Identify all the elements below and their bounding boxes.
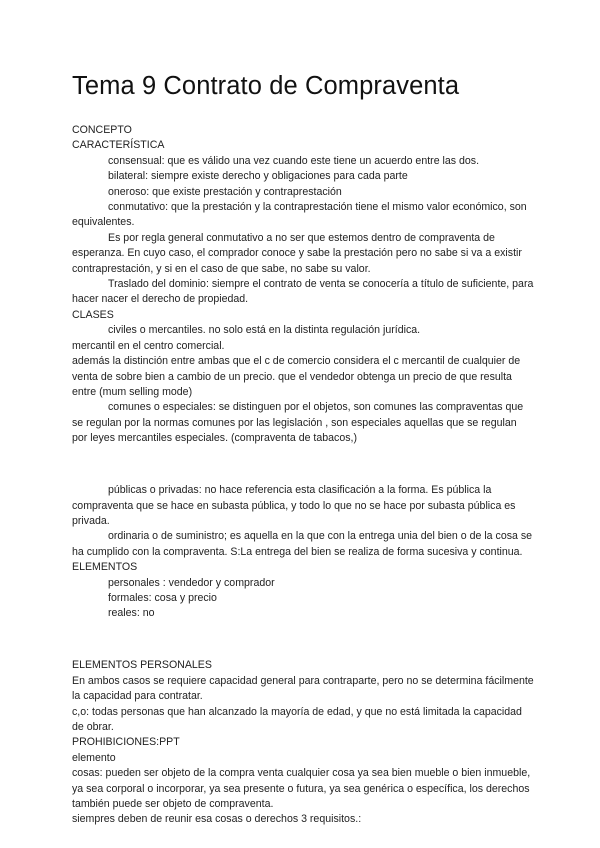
paragraph: además la distinción entre ambas que el c de comercio considera el c mercantil de cualquier de venta de sobre bien a cambio de un precio. que el vendedor obtenga un precio de que resulta entre (mum selling mode): [72, 355, 521, 398]
paragraph: ELEMENTOS: [72, 561, 138, 574]
paragraph: CONCEPTO: [72, 124, 132, 136]
document-title: Tema 9 Contrato de Compraventa: [72, 72, 460, 100]
paragraph: cosas: pueden ser objeto de la compra venta cualquier cosa ya sea bien mueble o bien inmueble, ya sea corporal o incorporar, ya sea presente o futura, ya sea genérica o específica, los derechos también puede ser objeto de compraventa.: [72, 767, 531, 810]
blank-line: [72, 457, 534, 472]
paragraph: Traslado del dominio: siempre el contrato de venta se conocería a título de suficiente, para hacer nacer el derecho de propiedad.: [72, 278, 534, 306]
paragraph: c,o: todas personas que han alcanzado la mayoría de edad, y que no está limitada la capacidad de obrar.: [72, 705, 522, 733]
paragraph: públicas o privadas: no hace referencia esta clasificación a la forma. Es pública la compraventa que se hace en subasta pública, y todo lo que no se hace por subasta pública es privada.: [72, 484, 516, 527]
paragraph: oneroso: que existe prestación y contraprestación: [108, 185, 342, 198]
paragraph: bilateral: siempre existe derecho y obligaciones para cada parte: [108, 170, 408, 183]
paragraph: ordinaria o de suministro; es aquella en la que con la entrega unia del bien o de la cosa se ha cumplido con la compraventa. S:La entrega del bien se realiza de forma sucesiva y continua.: [72, 530, 533, 558]
paragraph: elemento: [72, 751, 116, 764]
paragraph: CLASES: [72, 308, 114, 321]
paragraph: ELEMENTOS PERSONALES: [72, 659, 212, 672]
paragraph: reales: no: [108, 607, 155, 620]
paragraph: Es por regla general conmutativo a no ser que estemos dentro de compraventa de esperanza. En cuyo caso, el comprador conoce y sabe la prestación pero no sabe si va a existir contraprestación, y si en el caso de que sabe, no sabe su valor.: [72, 231, 522, 275]
paragraph: siempres deben de reunir esa cosas o derechos 3 requisitos.:: [72, 813, 362, 826]
paragraph: mercantil en el centro comercial.: [72, 339, 225, 352]
document-body: [72, 123, 534, 828]
paragraph: En ambos casos se requiere capacidad general para contraparte, pero no se determina fácilmente la capacidad para contratar.: [72, 674, 534, 703]
paragraph: formales: cosa y precio: [108, 591, 217, 604]
paragraph: civiles o mercantiles. no solo está en la distinta regulación jurídica.: [108, 324, 421, 337]
paragraph: CARACTERÍSTICA: [72, 139, 165, 152]
paragraph: consensual: que es válido una vez cuando este tiene un acuerdo entre las dos.: [108, 154, 480, 167]
blank-line: [72, 632, 534, 647]
paragraph: personales : vendedor y comprador: [108, 576, 275, 589]
paragraph: PROHIBICIONES:PPT: [72, 736, 180, 749]
paragraph: conmutativo: que la prestación y la contraprestación tiene el mismo valor económico, son equivalentes.: [72, 201, 527, 229]
paragraph: comunes o especiales: se distinguen por el objetos, son comunes las compraventas que se regulan por la normas comunes por las legislación , son especiales aquellas que se regulan por leyes mercantiles especiales. (compraventa de tabacos,): [72, 401, 524, 445]
